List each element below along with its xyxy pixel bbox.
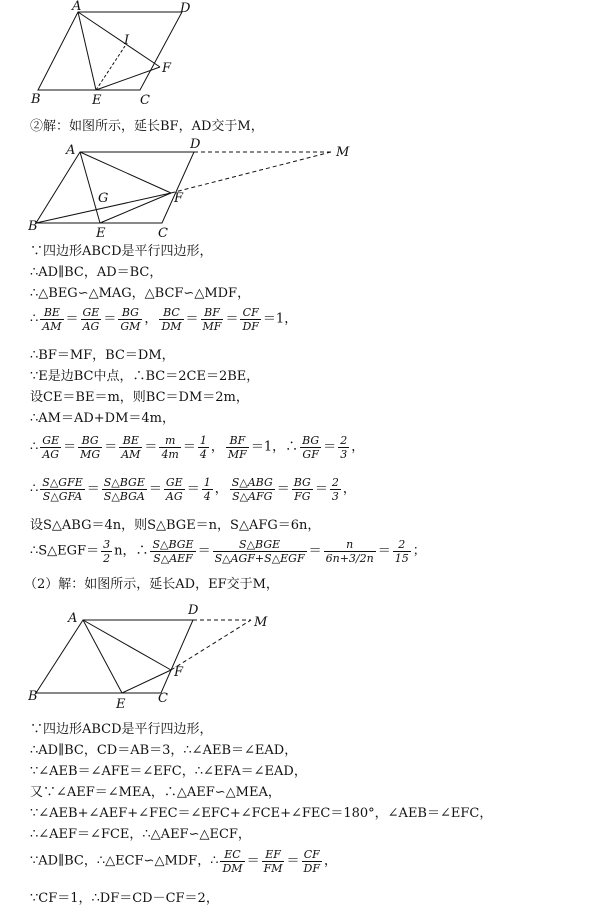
line-2: ∵四边形ABCD是平行四边形， (30, 244, 213, 259)
line-15: ∵∠AEB+∠AEF+∠FEC＝∠EFC+∠FCE+∠FEC＝180°，∠AEB＝∠EFC， (30, 806, 493, 821)
line-7: 设CE＝BE＝m，则BC＝DM＝2m， (30, 390, 249, 405)
fig2-parallelogram (36, 152, 194, 223)
figure-2 (28, 138, 358, 240)
line-4: ∴△BEG∽△MAG，△BCF∽△MDF， (30, 286, 251, 301)
line-17: ∵CF＝1，∴DF＝CD－CF＝2， (30, 891, 219, 906)
fig2-label-E: E (96, 226, 106, 240)
fig2-dashed-FM (171, 152, 331, 193)
fig3-dashed-FM (171, 620, 251, 670)
math-line-2: ∴ $\frac{GE}{AG}$ ＝ $\frac{BG}{MG}$ ＝ $\frac{BE}{AM}$ ＝ $\frac{m}{4m}$ ＝ $\frac{1}{4}$ ， $\frac{BF}{MF}$ ＝1，∴ $\frac{BG}{GF}$ ＝ $\frac{2}{3}$ ， (30, 434, 365, 461)
line-3: ∴AD∥BC，AD＝BC， (30, 265, 163, 280)
math-line-1: ∴ $\frac{BE}{AM}$ ＝ $\frac{GE}{AG}$ ＝ $\frac{BG}{GM}$ ， $\frac{BC}{DM}$ ＝ $\frac{BF}{MF}$ ＝ $\frac{CF}{DF}$ ＝1， (30, 306, 298, 333)
line-8: ∴AM＝AD+DM＝4m， (30, 411, 176, 426)
math-line-3: ∴ $\frac{\text{S△GFE}}{\text{S△GFA}}$ ＝ $\frac{\text{S△BGE}}{\text{S△BGA}}$ ＝ $\frac{GE}{AG}$ ＝ $\frac{1}{4}$ ， $\frac{\text{S△ABG}}{\text{S△AFG}}$ ＝ $\frac{BG}{FG}$ ＝ $\frac{2}{3}$ ， (30, 476, 356, 503)
line-16: ∴∠AEF＝∠FCE，∴△AEF∽△ECF， (30, 827, 251, 842)
fig2-label-M: M (336, 145, 350, 160)
fig3-label-D: D (188, 603, 199, 618)
line-1: ②解：如图所示，延长BF，AD交于M， (30, 119, 264, 134)
fig1-label-F: F (162, 61, 172, 76)
fig3-line-EF (122, 670, 171, 693)
line-10: （2）解：如图所示，延长AD，EF交于M， (24, 577, 279, 592)
fig3-label-M: M (254, 615, 268, 630)
line-14: 又∵∠AEF＝∠MEA，∴△AEF∽△MEA， (30, 785, 281, 800)
fig3-label-A: A (68, 611, 78, 626)
fig1-line-AF (78, 12, 160, 67)
fig2-label-F: F (174, 191, 184, 206)
math-line-5: ∵AD∥BC，∴△ECF∽△MDF，∴ $\frac{EC}{DM}$ ＝ $\frac{EF}{FM}$ ＝ $\frac{CF}{DF}$ ， (30, 848, 337, 875)
fig2-label-C: C (158, 226, 168, 240)
line-13: ∵∠AEB＝∠AFE＝∠EFC，∴∠EFA＝∠EAD， (30, 764, 307, 779)
line-9: 设S△ABG＝4n，则S△BGE＝n，S△AFG＝6n， (30, 518, 321, 533)
math-line-4: ∴S△EGF＝ $\frac{3}{2}$ n，∴ $\frac{\text{S△BGE}}{\text{S△AEF}}$ ＝ $\frac{\text{S△BGE}}{\text{S△AGF+S△EGF}}$ ＝ $\frac{n}{6n+3/2n}$ ＝ $\frac{2}{15}$ ； (30, 538, 426, 565)
fig1-label-C: C (140, 93, 150, 108)
fig3-parallelogram (36, 620, 193, 693)
fig1-label-E: E (92, 93, 102, 108)
fig3-label-B: B (28, 689, 38, 704)
fig1-label-I: I (124, 33, 130, 48)
fig2-line-AF (80, 152, 171, 193)
fig1-label-D: D (180, 1, 191, 16)
fig2-label-G: G (98, 191, 109, 206)
fig1-line-AE (78, 12, 96, 90)
fig3-label-F: F (174, 665, 184, 680)
line-6: ∵E是边BC中点，∴BC＝2CE＝2BE， (30, 369, 260, 384)
fig2-label-A: A (66, 143, 76, 158)
fig2-label-B: B (28, 219, 38, 234)
line-11: ∵四边形ABCD是平行四边形， (30, 722, 213, 737)
figure-1 (30, 0, 230, 108)
fig1-dashed-EI (96, 46, 125, 90)
figure-3 (28, 600, 288, 710)
fig1-label-B: B (31, 92, 41, 107)
fig3-label-C: C (158, 691, 168, 706)
line-12: ∴AD∥BC，CD＝AB＝3，∴∠AEB＝∠EAD， (30, 743, 298, 758)
fig1-line-EF (96, 67, 160, 90)
fig2-label-D: D (190, 138, 201, 152)
fig1-parallelogram (38, 12, 182, 90)
fig2-line-EF (100, 193, 171, 223)
fig3-label-E: E (116, 697, 126, 710)
line-5: ∴BF＝MF，BC＝DM， (30, 348, 175, 363)
fig1-label-A: A (72, 0, 82, 14)
